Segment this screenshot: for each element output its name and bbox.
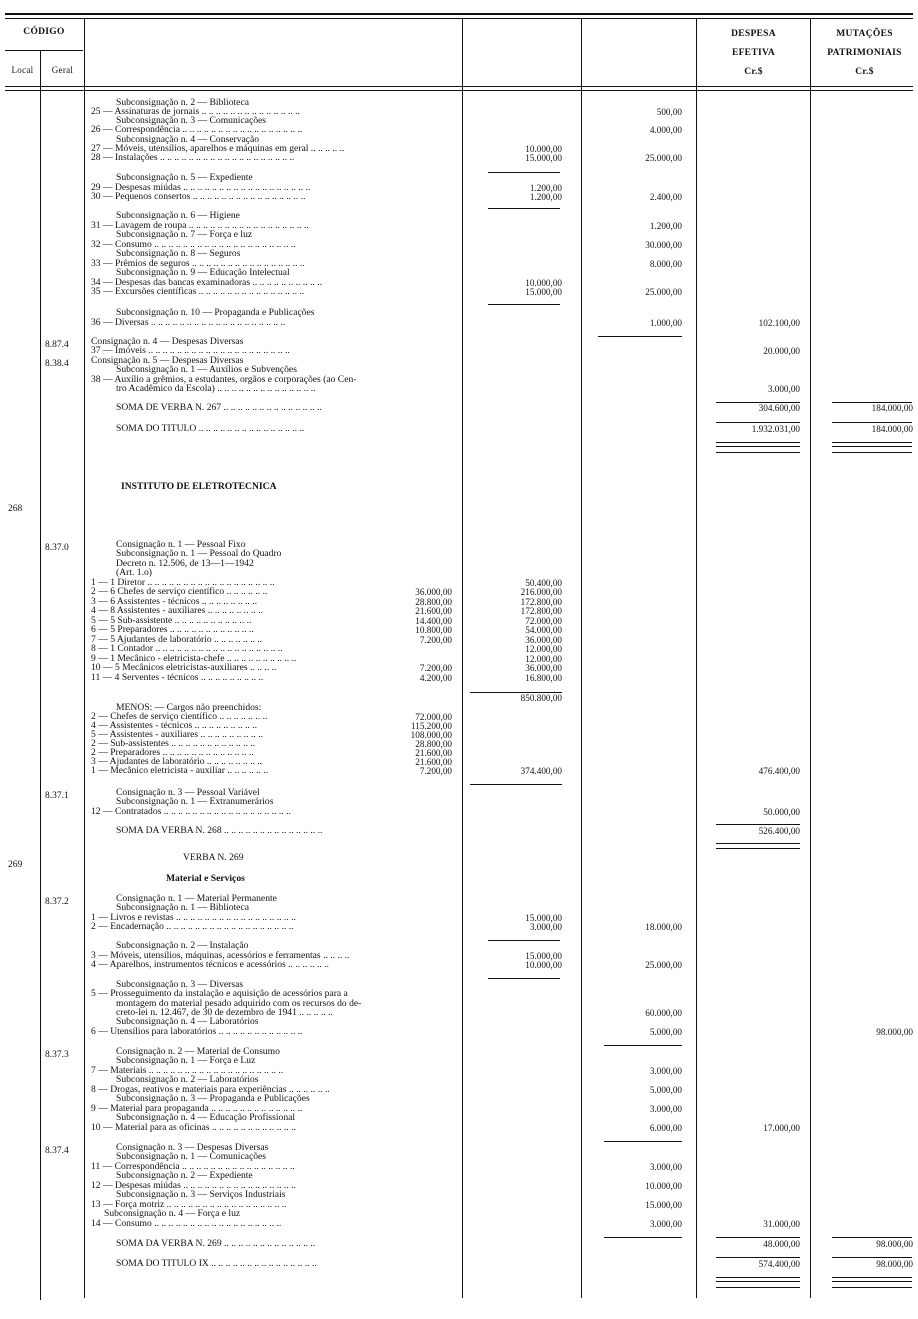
line-description: 11 — 4 Serventes - técnicos .. .. .. .. .. .. .. .. .. bbox=[91, 673, 264, 683]
subtotal-rule bbox=[716, 1257, 800, 1258]
line-description: Subconsignação n. 10 — Propaganda e Publicações bbox=[116, 308, 315, 318]
amount-c2: 16.800,00 bbox=[525, 673, 562, 683]
amount-c2: 172.800,00 bbox=[520, 606, 562, 616]
line-description: 1 — Livros e revistas .. .. .. .. .. .. .. .. .. .. .. .. .. .. .. .. .. bbox=[91, 913, 296, 923]
line-description: Subconsignação n. 1 — Auxílios e Subvenções bbox=[116, 365, 297, 375]
line-description: Subconsignação n. 1 — Biblioteca bbox=[116, 903, 249, 913]
total-rule bbox=[832, 452, 912, 453]
line-description: Subconsignação n. 4 — Força e luz bbox=[104, 1209, 241, 1219]
amount-c1: 7.200,00 bbox=[419, 635, 452, 645]
line-description: 7 — 5 Ajudantes de laboratório .. .. .. .. .. .. .. bbox=[91, 635, 263, 645]
amount-c2: 10.000,00 bbox=[525, 278, 562, 288]
line-description: Consignação n. 1 — Material Permanente bbox=[116, 894, 277, 904]
line-description: 27 — Móveis, utensílios, aparelhos e máquinas em geral .. .. .. .. .. bbox=[91, 144, 345, 154]
amount-c1: 108.000,00 bbox=[410, 730, 452, 740]
amount-c4: 31.000,00 bbox=[763, 1219, 800, 1229]
amount-c5: 184.000,00 bbox=[871, 424, 913, 434]
line-description: 12 — Contratados .. .. .. .. .. .. .. .. .. .. .. .. .. .. .. .. .. .. bbox=[91, 807, 291, 817]
line-description: SOMA DE VERBA N. 267 .. .. .. .. .. .. .. .. .. .. .. .. .. .. bbox=[116, 403, 322, 413]
line-description: Subconsignação n. 1 — Pessoal do Quadro bbox=[116, 549, 282, 559]
header-geral: Geral bbox=[51, 65, 74, 75]
line-description: Subconsignação n. 9 — Educação Intelectual bbox=[116, 268, 290, 278]
total-rule bbox=[832, 1287, 912, 1288]
subtotal-rule bbox=[604, 1045, 682, 1046]
amount-c2: 10.000,00 bbox=[525, 144, 562, 154]
amount-c2: 850.800,00 bbox=[520, 693, 562, 703]
line-description: creto-lei n. 12.467, de 30 de dezembro de 1941 .. .. .. .. .. bbox=[116, 1008, 333, 1018]
amount-c1: 10.800,00 bbox=[415, 625, 452, 635]
amount-c1: 72.000,00 bbox=[415, 712, 452, 722]
line-description: 3 — Ajudantes de laboratório .. .. .. .. .. .. .. .. bbox=[91, 757, 263, 767]
col-sep-c4-c5 bbox=[810, 18, 811, 1298]
subtotal-rule bbox=[716, 1237, 800, 1238]
total-rule bbox=[832, 446, 912, 447]
subtotal-rule bbox=[716, 824, 800, 825]
amount-c4: 17.000,00 bbox=[763, 1123, 800, 1133]
line-description: Consignação n. 2 — Material de Consumo bbox=[116, 1047, 280, 1057]
header-efetiva: EFETIVA bbox=[731, 48, 776, 58]
amount-c4: 304.600,00 bbox=[758, 403, 800, 413]
header-despesa: DESPESA bbox=[731, 29, 776, 39]
amount-c1: 28.800,00 bbox=[415, 739, 452, 749]
col-sep-c3-c4 bbox=[696, 18, 697, 1298]
subtotal-rule bbox=[832, 1237, 912, 1238]
amount-c3: 1.200,00 bbox=[649, 221, 682, 231]
line-description: Subconsignação n. 6 — Higiene bbox=[116, 211, 240, 221]
line-description: 9 — Material para propaganda .. .. .. .. .. .. .. .. .. .. .. .. .. bbox=[91, 1104, 303, 1114]
amount-c5: 98.000,00 bbox=[876, 1239, 913, 1249]
code-geral: 8.38.4 bbox=[45, 359, 69, 369]
amount-c2: 12.000,00 bbox=[525, 644, 562, 654]
line-description: MENOS: — Cargos não preenchidos: bbox=[116, 703, 262, 713]
amount-c1: 14.400,00 bbox=[415, 616, 452, 626]
header-bottom-rule-2 bbox=[5, 90, 913, 91]
amount-c4: 48.000,00 bbox=[763, 1239, 800, 1249]
amount-c5: 184.000,00 bbox=[871, 403, 913, 413]
line-description: Consignação n. 4 — Despesas Diversas bbox=[91, 337, 244, 347]
line-description: 29 — Despesas miúdas .. .. .. .. .. .. .. .. .. .. .. .. .. .. .. .. .. .. bbox=[91, 183, 311, 193]
amount-c1: 21.600,00 bbox=[415, 757, 452, 767]
subtotal-rule bbox=[470, 784, 562, 785]
header-codigo: CÓDIGO bbox=[23, 27, 65, 37]
line-description: Subconsignação n. 3 — Serviços Industriais bbox=[116, 1190, 286, 1200]
line-description: 9 — 1 Mecânico - eletricista-chefe .. .. .. .. .. .. .. .. .. .. bbox=[91, 654, 297, 664]
line-description: 3 — 6 Assistentes - técnicos .. .. .. .. .. .. .. .. bbox=[91, 597, 258, 607]
line-description: 8 — Drogas, reativos e materiais para experiências .. .. .. .. .. .. bbox=[91, 1085, 330, 1095]
amount-c2: 172.800,00 bbox=[520, 597, 562, 607]
line-description: Subconsignação n. 3 — Comunicações bbox=[116, 116, 267, 126]
amount-c5: 98.000,00 bbox=[876, 1259, 913, 1269]
col-sep-c2-c3 bbox=[581, 18, 582, 1298]
line-description: 38 — Auxílio a grêmios, a estudantes, orgãos e corporações (ao Cen- bbox=[91, 375, 357, 385]
amount-c3: 6.000,00 bbox=[649, 1123, 682, 1133]
line-description: (Art. 1.o) bbox=[116, 568, 152, 578]
amount-c3: 3.000,00 bbox=[649, 1219, 682, 1229]
line-description: Subconsignação n. 1 — Comunicações bbox=[116, 1152, 267, 1162]
line-description: 30 — Pequenos consertos .. .. .. .. .. .. .. .. .. .. .. .. .. .. .. .. bbox=[91, 192, 306, 202]
line-description: 2 — Chefes de serviço científico .. .. .. .. .. .. .. bbox=[91, 712, 268, 722]
amount-c3: 15.000,00 bbox=[645, 1200, 682, 1210]
amount-c3: 3.000,00 bbox=[649, 1104, 682, 1114]
line-description: 5 — 5 Sub-assistente .. .. .. .. .. .. .. .. .. .. .. bbox=[91, 616, 252, 626]
line-description: 26 — Correspondência .. .. .. .. .. .. .. .. .. .. .. .. .. .. .. .. .. bbox=[91, 125, 303, 135]
line-description: Consignação n. 5 — Despesas Diversas bbox=[91, 356, 244, 366]
total-rule bbox=[716, 848, 800, 849]
amount-c1: 28.800,00 bbox=[415, 597, 452, 607]
line-description: Subconsignação n. 7 — Força e luz bbox=[116, 230, 253, 240]
amount-c2: 10.000,00 bbox=[525, 960, 562, 970]
amount-c4: 476.400,00 bbox=[758, 766, 800, 776]
amount-c2: 15.000,00 bbox=[525, 287, 562, 297]
total-rule bbox=[716, 446, 800, 447]
line-description: tro Acadêmico da Escola) .. .. .. .. .. .. .. .. .. .. .. .. .. .. bbox=[116, 384, 316, 394]
line-description: Subconsignação n. 2 — Expediente bbox=[116, 1171, 253, 1181]
amount-c3: 10.000,00 bbox=[645, 1181, 682, 1191]
line-description: 11 — Correspondência .. .. .. .. .. .. .. .. .. .. .. .. .. .. .. .. bbox=[91, 1162, 295, 1172]
line-description: 31 — Lavagem de roupa .. .. .. .. .. .. .. .. .. .. .. .. .. .. .. .. .. bbox=[91, 221, 309, 231]
line-description: 6 — 5 Preparadores .. .. .. .. .. .. .. .. .. .. .. .. bbox=[91, 625, 254, 635]
amount-c2: 12.000,00 bbox=[525, 654, 562, 664]
amount-c4: 526.400,00 bbox=[758, 826, 800, 836]
line-description: 5 — Assistentes - auxiliares .. .. .. .. .. .. .. .. .. bbox=[91, 730, 263, 740]
amount-c2: 1.200,00 bbox=[529, 183, 562, 193]
amount-c4: 102.100,00 bbox=[758, 318, 800, 328]
amount-c2: 15.000,00 bbox=[525, 913, 562, 923]
subtotal-rule bbox=[832, 422, 912, 423]
subtotal-rule bbox=[604, 1237, 682, 1238]
line-description: 25 — Assinaturas de jornais .. .. .. .. .. .. .. .. .. .. .. .. .. .. bbox=[91, 107, 300, 117]
line-description: SOMA DA VERBA N. 268 .. .. .. .. .. .. .. .. .. .. .. .. .. .. bbox=[116, 826, 323, 836]
amount-c3: 2.400,00 bbox=[649, 192, 682, 202]
amount-c3: 60.000,00 bbox=[645, 1008, 682, 1018]
subtotal-rule bbox=[488, 208, 560, 209]
line-description: 3 — Móveis, utensílios, máquinas, acessórios e ferramentas .. .. .. .. bbox=[91, 951, 350, 961]
header-mutacoes-unit: Cr.$ bbox=[855, 67, 874, 77]
line-description: 2 — Sub-assistentes .. .. .. .. .. .. .. .. .. .. .. .. bbox=[91, 739, 256, 749]
line-description: 10 — 5 Mecânicos eletricistas-auxiliares .. .. .. .. bbox=[91, 663, 277, 673]
line-description: Subconsignação n. 2 — Laboratórios bbox=[116, 1075, 259, 1085]
line-description: 12 — Despesas miúdas .. .. .. .. .. .. .. .. .. .. .. .. .. .. .. .. bbox=[91, 1181, 296, 1191]
amount-c3: 8.000,00 bbox=[649, 259, 682, 269]
amount-c3: 25.000,00 bbox=[645, 287, 682, 297]
amount-c1: 36.000,00 bbox=[415, 587, 452, 597]
amount-c2: 36.000,00 bbox=[525, 635, 562, 645]
amount-c2: 3.000,00 bbox=[529, 922, 562, 932]
line-description: SOMA DO TÍTULO IX .. .. .. .. .. .. .. .. .. .. .. .. .. .. .. bbox=[116, 1259, 317, 1269]
amount-c1: 7.200,00 bbox=[419, 663, 452, 673]
page-number: 269 bbox=[8, 860, 23, 870]
amount-c1: 21.600,00 bbox=[415, 748, 452, 758]
header-mutacoes: MUTAÇÕES bbox=[836, 29, 893, 39]
subtotal-rule bbox=[604, 1141, 682, 1142]
line-description: Subconsignação n. 1 — Extranumerários bbox=[116, 797, 274, 807]
amount-c1: 21.600,00 bbox=[415, 606, 452, 616]
total-rule bbox=[716, 1277, 800, 1278]
subtotal-rule bbox=[488, 304, 560, 305]
line-description: 32 — Consumo .. .. .. .. .. .. .. .. .. .. .. .. .. .. .. .. .. .. .. .. bbox=[91, 240, 296, 250]
amount-c1: 7.200,00 bbox=[419, 766, 452, 776]
subtotal-rule bbox=[488, 978, 560, 979]
line-description: 7 — Materiais .. .. .. .. .. .. .. .. .. .. .. .. .. .. .. .. .. .. .. bbox=[91, 1066, 284, 1076]
amount-c3: 18.000,00 bbox=[645, 922, 682, 932]
amount-c4: 50.000,00 bbox=[763, 807, 800, 817]
subtotal-rule bbox=[598, 336, 682, 337]
line-description: 36 — Diversas .. .. .. .. .. .. .. .. .. .. .. .. .. .. .. .. .. .. .. bbox=[91, 318, 286, 328]
total-rule bbox=[716, 452, 800, 453]
line-description: 6 — Utensílios para laboratórios .. .. .. .. .. .. .. .. .. .. .. .. bbox=[91, 1027, 303, 1037]
line-description: 13 — Força motriz .. .. .. .. .. .. .. .. .. .. .. .. .. .. .. .. .. bbox=[91, 1200, 287, 1210]
header-bottom-rule bbox=[5, 86, 913, 87]
code-geral: 8.87.4 bbox=[45, 340, 69, 350]
page-number: 268 bbox=[8, 504, 23, 514]
line-description: 1 — Mecânico eletricista - auxiliar .. .. .. .. .. .. bbox=[91, 766, 269, 776]
line-description: 4 — Assistentes - técnicos .. .. .. .. .. .. .. .. .. bbox=[91, 721, 258, 731]
code-geral: 8.37.3 bbox=[45, 1050, 69, 1060]
amount-c3: 4.000,00 bbox=[649, 125, 682, 135]
line-description: 1 — 1 Diretor .. .. .. .. .. .. .. .. .. .. .. .. .. .. .. .. .. .. bbox=[91, 578, 275, 588]
col-sep-geral-desc bbox=[84, 18, 85, 1298]
code-subheader-rule bbox=[5, 50, 83, 51]
line-description: 35 — Excursões científicas .. .. .. .. .. .. .. .. .. .. .. .. .. .. .. bbox=[91, 287, 305, 297]
line-description: Subconsignação n. 2 — Instalação bbox=[116, 941, 249, 951]
total-rule bbox=[716, 442, 800, 443]
line-description: INSTITUTO DE ELETROTÉCNICA bbox=[121, 482, 277, 492]
line-description: 28 — Instalações .. .. .. .. .. .. .. .. .. .. .. .. .. .. .. .. .. .. .. bbox=[91, 153, 295, 163]
line-description: Consignação n. 3 — Despesas Diversas bbox=[116, 1143, 269, 1153]
amount-c2: 15.000,00 bbox=[525, 153, 562, 163]
top-border-thin bbox=[5, 18, 913, 19]
amount-c2: 15.000,00 bbox=[525, 951, 562, 961]
amount-c4: 3.000,00 bbox=[767, 384, 800, 394]
amount-c2: 374.400,00 bbox=[520, 766, 562, 776]
line-description: Subconsignação n. 2 — Biblioteca bbox=[116, 98, 249, 108]
amount-c3: 3.000,00 bbox=[649, 1162, 682, 1172]
line-description: SOMA DO TÍTULO .. .. .. .. .. .. .. .. .. .. .. .. .. .. .. bbox=[116, 424, 305, 434]
total-rule bbox=[716, 1281, 800, 1282]
line-description: 2 — 6 Chefes de serviço científico .. .. .. .. .. .. bbox=[91, 587, 268, 597]
amount-c4: 20.000,00 bbox=[763, 346, 800, 356]
line-description: Subconsignação n. 3 — Diversas bbox=[116, 980, 244, 990]
line-description: Subconsignação n. 3 — Propaganda e Publicações bbox=[116, 1094, 310, 1104]
col-sep-local-geral bbox=[40, 50, 41, 1300]
line-description: Subconsignação n. 5 — Expediente bbox=[116, 173, 253, 183]
amount-c2: 36.000,00 bbox=[525, 663, 562, 673]
line-description: montagem do material pesado adquirido com os recursos do de- bbox=[116, 999, 362, 1009]
line-description: 34 — Despesas das bancas examinadoras .. .. .. .. .. .. .. .. .. .. bbox=[91, 278, 322, 288]
subtotal-rule bbox=[716, 422, 800, 423]
line-description: 14 — Consumo .. .. .. .. .. .. .. .. .. .. .. .. .. .. .. .. .. .. bbox=[91, 1219, 282, 1229]
line-description: 2 — Preparadores .. .. .. .. .. .. .. .. .. .. .. .. .. bbox=[91, 748, 254, 758]
line-description: 2 — Encadernação .. .. .. .. .. .. .. .. .. .. .. .. .. .. .. .. .. .. bbox=[91, 922, 294, 932]
total-rule bbox=[716, 1287, 800, 1288]
line-description: Consignação n. 1 — Pessoal Fixo bbox=[116, 540, 246, 550]
line-description: Subconsignação n. 8 — Seguros bbox=[116, 249, 241, 259]
line-description: Subconsignação n. 4 — Conservação bbox=[116, 135, 260, 145]
line-description: Material e Serviços bbox=[166, 874, 245, 884]
code-geral: 8.37.2 bbox=[45, 897, 69, 907]
amount-c3: 5.000,00 bbox=[649, 1027, 682, 1037]
col-sep-desc-c2 bbox=[462, 18, 463, 1298]
amount-c2: 54.000,00 bbox=[525, 625, 562, 635]
line-description: SOMA DA VERBA N. 269 .. .. .. .. .. .. .. .. .. .. .. .. .. bbox=[116, 1239, 316, 1249]
line-description: Subconsignação n. 4 — Laboratórios bbox=[116, 1017, 259, 1027]
amount-c3: 25.000,00 bbox=[645, 960, 682, 970]
code-geral: 8.37.0 bbox=[45, 543, 69, 553]
line-description: 10 — Material para as oficinas .. .. .. .. .. .. .. .. .. .. .. .. bbox=[91, 1123, 296, 1133]
line-description: Subconsignação n. 4 — Educação Profissional bbox=[116, 1113, 296, 1123]
amount-c3: 500,00 bbox=[656, 107, 682, 117]
line-description: 5 — Prosseguimento da instalação e aquisição de acessórios para a bbox=[91, 989, 348, 999]
header-local: Local bbox=[11, 65, 34, 75]
header-despesa-unit: Cr.$ bbox=[744, 67, 763, 77]
amount-c3: 25.000,00 bbox=[645, 153, 682, 163]
total-rule bbox=[832, 1277, 912, 1278]
amount-c3: 30.000,00 bbox=[645, 240, 682, 250]
amount-c3: 3.000,00 bbox=[649, 1066, 682, 1076]
amount-c1: 115.200,00 bbox=[410, 721, 452, 731]
amount-c1: 4.200,00 bbox=[419, 673, 452, 683]
amount-c3: 5.000,00 bbox=[649, 1085, 682, 1095]
top-border-thick bbox=[5, 13, 913, 15]
total-rule bbox=[832, 442, 912, 443]
header-patrimoniais: PATRIMONIAIS bbox=[827, 48, 902, 58]
line-description: Decreto n. 12.506, de 13—1—1942 bbox=[116, 559, 254, 569]
total-rule bbox=[832, 1281, 912, 1282]
line-description: Consignação n. 3 — Pessoal Variável bbox=[116, 788, 260, 798]
code-geral: 8.37.4 bbox=[45, 1146, 69, 1156]
amount-c2: 72.000,00 bbox=[525, 616, 562, 626]
amount-c2: 216.000,00 bbox=[520, 587, 562, 597]
line-description: 4 — 8 Assistentes - auxiliares .. .. .. .. .. .. .. .. bbox=[91, 606, 263, 616]
line-description: 8 — 1 Contador .. .. .. .. .. .. .. .. .. .. .. .. .. .. .. .. .. .. bbox=[91, 644, 283, 654]
line-description: Subconsignação n. 1 — Força e Luz bbox=[116, 1056, 256, 1066]
line-description: 4 — Aparelhos, instrumentos técnicos e acessórios .. .. .. .. .. .. bbox=[91, 960, 329, 970]
amount-c3: 1.000,00 bbox=[649, 318, 682, 328]
amount-c4: 574.400,00 bbox=[758, 1259, 800, 1269]
code-geral: 8.37.1 bbox=[45, 791, 69, 801]
amount-c2: 50.400,00 bbox=[525, 578, 562, 588]
total-rule bbox=[716, 843, 800, 844]
line-description: VERBA N. 269 bbox=[183, 853, 244, 863]
subtotal-rule bbox=[832, 1257, 912, 1258]
subtotal-rule bbox=[488, 940, 560, 941]
amount-c4: 1.932.031,00 bbox=[751, 424, 800, 434]
amount-c5: 98.000,00 bbox=[876, 1027, 913, 1037]
subtotal-rule bbox=[488, 172, 560, 173]
line-description: 37 — Imóveis .. .. .. .. .. .. .. .. .. .. .. .. .. .. .. .. .. .. .. .. bbox=[91, 346, 290, 356]
amount-c2: 1.200,00 bbox=[529, 192, 562, 202]
line-description: 33 — Prêmios de seguros .. .. .. .. .. .. .. .. .. .. .. .. .. .. .. .. bbox=[91, 259, 305, 269]
